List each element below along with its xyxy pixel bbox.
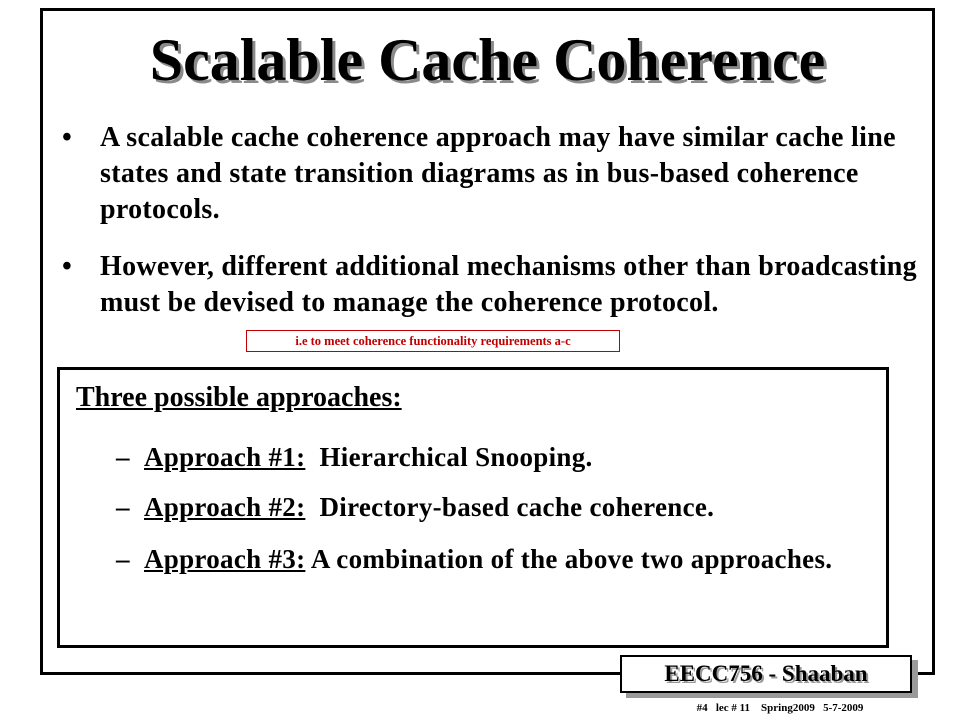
approach-item (116, 543, 836, 576)
approach-label: Approach #2: (144, 492, 306, 522)
bullet-marker: • (62, 122, 73, 153)
dash-marker: – (116, 544, 130, 574)
approach-body (144, 441, 836, 474)
bullet-item (62, 249, 922, 321)
bullet-text: However, different additional mechanisms other than broadcasting must be devised to manage the coherence protocol. (100, 251, 917, 318)
requirements-note: i.e to meet coherence functionality requirements a-c (246, 330, 620, 352)
approach-item (116, 491, 836, 524)
slide-footer: #4 lec # 11 Spring2009 5-7-2009 (696, 702, 864, 714)
course-badge: EECC756 - Shaaban (620, 655, 912, 693)
approach-text: A combination of the above two approaches. (305, 544, 833, 574)
approach-item (116, 441, 836, 474)
slide-title: Scalable Cache Coherence (149, 27, 826, 93)
bullet-item (62, 120, 922, 228)
bullet-text: A scalable cache coherence approach may have similar cache line states and state transition diagrams as in bus-based coherence protocols. (100, 122, 896, 225)
dash-marker: – (116, 442, 130, 472)
approach-body (144, 543, 836, 576)
approach-text: Hierarchical Snooping. (305, 442, 593, 472)
bullet-marker: • (62, 251, 73, 282)
approach-label: Approach #3: (144, 544, 306, 574)
dash-marker: – (116, 492, 130, 522)
approaches-heading: Three possible approaches: (76, 382, 402, 413)
approach-body (144, 491, 836, 524)
approach-text: Directory-based cache coherence. (305, 492, 715, 522)
approach-label: Approach #1: (144, 442, 306, 472)
